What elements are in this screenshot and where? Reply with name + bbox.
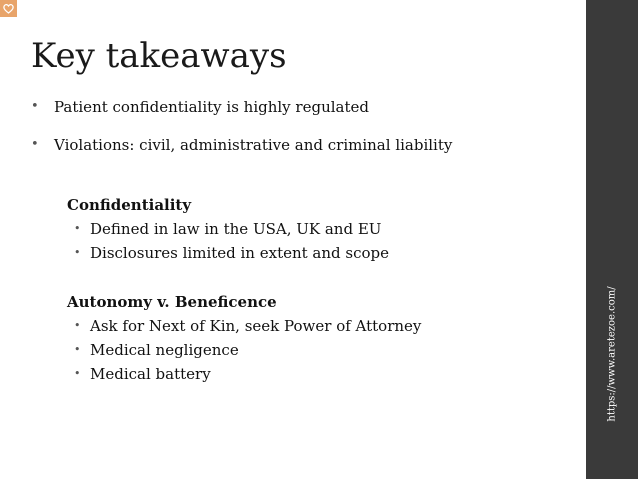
- section-item: • Medical negligence: [67, 338, 421, 362]
- autonomy-section: [67, 290, 421, 386]
- section-heading: Autonomy v. Beneficence: [67, 293, 277, 311]
- website-url[interactable]: https://www.aretezoe.com/: [606, 286, 618, 422]
- slide-title: Key takeaways: [31, 36, 287, 76]
- section-item: • Ask for Next of Kin, seek Power of Attorney: [67, 314, 421, 338]
- section-item: • Medical battery: [67, 362, 421, 386]
- key-point: • Patient confidentiality is highly regulated: [31, 97, 452, 117]
- heart-icon: [2, 2, 15, 15]
- section-heading: Confidentiality: [67, 196, 192, 214]
- section-item: • Defined in law in the USA, UK and EU: [67, 217, 389, 241]
- key-point: • Violations: civil, administrative and criminal liability: [31, 135, 452, 155]
- sidebar-band: [586, 0, 638, 479]
- logo-icon: [0, 0, 17, 17]
- section-item: • Disclosures limited in extent and scope: [67, 241, 389, 265]
- key-points-list: [31, 97, 452, 173]
- confidentiality-section: [67, 193, 389, 265]
